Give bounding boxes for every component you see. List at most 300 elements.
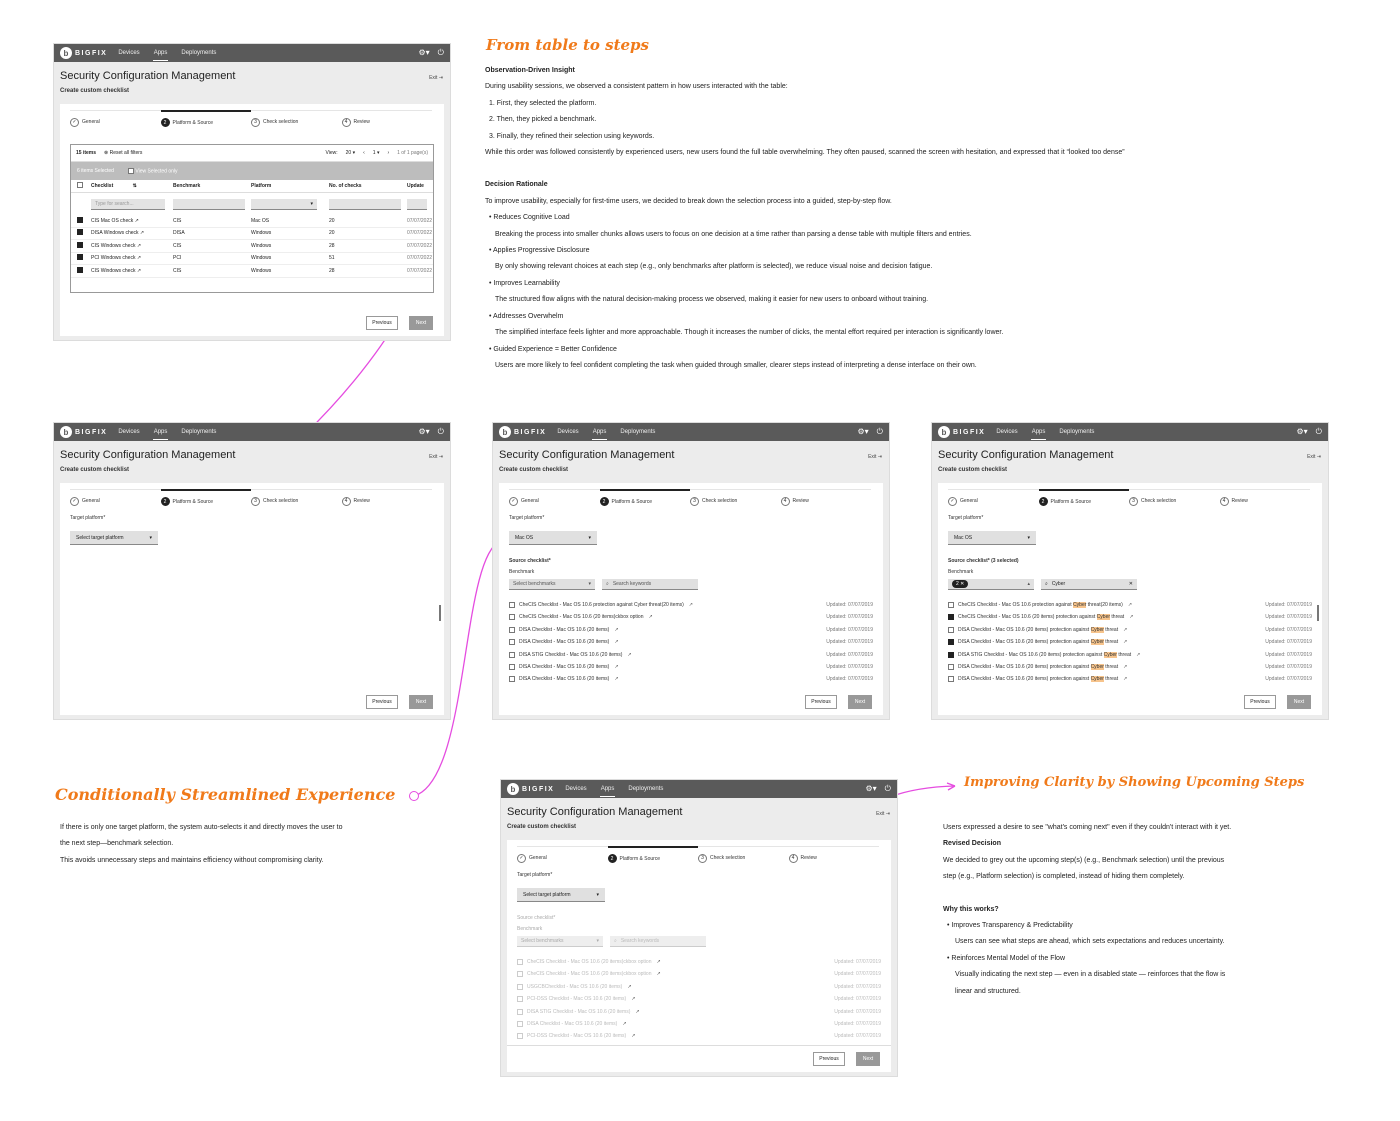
target-platform-label: Target platform* bbox=[517, 872, 553, 878]
platform-cell: Windows bbox=[251, 255, 272, 262]
row-checkbox bbox=[517, 984, 523, 990]
previous-button[interactable]: Previous bbox=[805, 695, 837, 709]
updated-date: Updated: 07/07/2019 bbox=[1265, 602, 1312, 608]
updated-date: Updated: 07/07/2019 bbox=[1265, 614, 1312, 621]
external-link-icon[interactable]: ↗ bbox=[1123, 639, 1128, 646]
top-bar bbox=[54, 423, 450, 441]
insight-summary: While this order was followed consistently by experienced users, new users found the full table overwhelming. They often paused, scanned the screen with hesitation, and expressed that it “looked too dense” bbox=[485, 149, 1125, 157]
table-row[interactable] bbox=[71, 240, 433, 253]
exit-button[interactable]: Exit ⇥ bbox=[1307, 454, 1321, 460]
row-checkbox[interactable] bbox=[509, 639, 515, 645]
step-check-selection[interactable]: 3 Check selection bbox=[698, 846, 789, 864]
list-item[interactable] bbox=[948, 611, 1312, 623]
previous-button[interactable]: Previous bbox=[1244, 695, 1276, 709]
rationale-intro: To improve usability, especially for first-time users, we decided to break down the selection process into a guided, step-by-step flow. bbox=[485, 197, 892, 205]
external-link-icon: ↗ bbox=[656, 971, 661, 978]
step-general[interactable]: ✓ General bbox=[70, 489, 161, 507]
logo-text: BIGFIX bbox=[75, 49, 108, 57]
benchmark-cell: CIS bbox=[173, 267, 182, 274]
rationale-point-body: By only showing relevant choices at each step (e.g., only benchmarks after platform is selected), we reduce visual noise and decision fatigue. bbox=[495, 263, 933, 271]
row-checkbox bbox=[517, 959, 523, 965]
nav-apps[interactable]: Apps bbox=[153, 46, 169, 61]
updated-date: Updated: 07/07/2019 bbox=[1265, 664, 1312, 670]
page-subtitle: Create custom checklist bbox=[60, 467, 130, 473]
updated-date: Updated: 07/07/2019 bbox=[826, 664, 873, 670]
updated-cell: 07/07/2022 bbox=[407, 230, 433, 237]
row-checkbox[interactable] bbox=[948, 664, 954, 670]
col-checks[interactable]: No. of checks bbox=[329, 183, 362, 189]
list-item[interactable] bbox=[948, 636, 1312, 648]
next-button[interactable]: Next bbox=[409, 695, 433, 709]
check-icon: ✓ bbox=[70, 118, 79, 127]
list-item bbox=[517, 968, 881, 980]
row-checkbox[interactable] bbox=[509, 614, 515, 620]
updated-date: Updated: 07/07/2019 bbox=[1265, 651, 1312, 658]
checklist-name: CheCIS Checklist - Mac OS 10.6 (20 items)ckbox option bbox=[527, 959, 652, 965]
upcoming-line: step (e.g., Platform selection) is completed, instead of hiding them completely. bbox=[943, 873, 1185, 881]
step-review[interactable]: 4 Review bbox=[342, 489, 433, 507]
row-checkbox[interactable] bbox=[77, 254, 83, 260]
power-icon[interactable]: ⏻ bbox=[1315, 427, 1322, 436]
target-platform-select[interactable]: Mac OS ▾ bbox=[509, 531, 597, 545]
list-item[interactable] bbox=[948, 661, 1312, 673]
step-general[interactable]: ✓ General bbox=[517, 846, 608, 864]
updated-date: Updated: 07/07/2019 bbox=[826, 676, 873, 683]
platform-filter[interactable]: ▾ bbox=[251, 199, 317, 210]
upcoming-line: We decided to grey out the upcoming step(s) (e.g., Benchmark selection) until the previous bbox=[943, 856, 1225, 864]
checklist-name: PCI-DSS Checklist - Mac OS 10.6 (20 items) bbox=[527, 996, 627, 1003]
checklist-name: DISA STIG Checklist - Mac OS 10.6 (20 items) protection against Cyber threat bbox=[958, 651, 1132, 658]
row-checkbox[interactable] bbox=[77, 229, 83, 235]
col-benchmark[interactable]: Benchmark bbox=[173, 183, 201, 189]
chevron-down-icon: ▾ bbox=[596, 938, 599, 944]
view-select[interactable]: 20 ▾ bbox=[345, 150, 356, 156]
list-item[interactable] bbox=[509, 636, 873, 648]
upcoming-line: Users expressed a desire to see "what's coming next" even if they couldn't interact with it yet. bbox=[943, 824, 1232, 831]
list-item[interactable] bbox=[509, 611, 873, 623]
reset-filters-button[interactable]: ⊗ Reset all filters bbox=[104, 150, 143, 156]
step-general[interactable]: ✓ General bbox=[948, 489, 1039, 507]
row-checkbox[interactable] bbox=[948, 639, 954, 645]
external-link-icon: ↗ bbox=[631, 996, 636, 1003]
updated-date: Updated: 07/07/2019 bbox=[834, 959, 881, 965]
external-link-icon[interactable]: ↗ bbox=[1136, 651, 1141, 658]
row-checkbox[interactable] bbox=[948, 652, 954, 658]
rationale-point-title: • Guided Experience = Better Confidence bbox=[489, 345, 617, 353]
why-point-title: • Reinforces Mental Model of the Flow bbox=[947, 954, 1066, 962]
row-checkbox[interactable] bbox=[948, 627, 954, 633]
table-row[interactable] bbox=[71, 215, 433, 228]
bigfix-logo-icon: b bbox=[499, 426, 511, 438]
previous-button[interactable]: Previous bbox=[366, 695, 398, 709]
updated-cell: 07/07/2022 bbox=[407, 217, 433, 224]
updated-cell: 07/07/2022 bbox=[407, 242, 433, 249]
updated-date: Updated: 07/07/2019 bbox=[826, 651, 873, 658]
prev-page-icon[interactable]: ‹ bbox=[363, 150, 365, 156]
row-checkbox[interactable] bbox=[509, 676, 515, 682]
table-screen bbox=[53, 43, 451, 341]
why-point-body: linear and structured. bbox=[955, 987, 1021, 995]
nav-deployments[interactable]: Deployments bbox=[620, 429, 656, 435]
row-checkbox[interactable] bbox=[948, 602, 954, 608]
list-item[interactable] bbox=[948, 624, 1312, 636]
step-check-selection[interactable]: 3 Check selection bbox=[251, 489, 342, 507]
step-check-selection[interactable]: 3 Check selection bbox=[690, 489, 781, 507]
search-input[interactable]: ⌕ Search keywords bbox=[602, 579, 698, 590]
logo-text: BIGFIX bbox=[953, 428, 986, 436]
benchmark-select[interactable] bbox=[948, 579, 1034, 590]
row-checkbox[interactable] bbox=[77, 267, 83, 273]
updated-date: Updated: 07/07/2019 bbox=[834, 1021, 881, 1027]
rationale-point-title: • Applies Progressive Disclosure bbox=[489, 247, 590, 255]
row-checkbox[interactable] bbox=[77, 217, 83, 223]
rationale-point-title: • Improves Learnability bbox=[489, 279, 560, 287]
chevron-up-icon: ▴ bbox=[1027, 581, 1030, 587]
step-platform-source[interactable]: 2 Platform & Source bbox=[600, 489, 691, 507]
check-icon: ✓ bbox=[509, 497, 518, 506]
check-icon: ✓ bbox=[948, 497, 957, 506]
col-updated[interactable]: Update bbox=[407, 183, 424, 189]
insight-point: 2. Then, they picked a benchmark. bbox=[489, 116, 597, 124]
checklist-name: DISA Windows check bbox=[91, 230, 139, 237]
updated-date: Updated: 07/07/2019 bbox=[1265, 639, 1312, 646]
nav-deployments[interactable]: Deployments bbox=[1059, 429, 1095, 435]
list-item[interactable] bbox=[509, 673, 873, 685]
updated-date: Updated: 07/07/2019 bbox=[826, 639, 873, 646]
logo-text: BIGFIX bbox=[514, 428, 547, 436]
list-item[interactable] bbox=[948, 599, 1312, 611]
exit-button[interactable]: Exit ⇥ bbox=[429, 454, 443, 460]
checklist-table bbox=[70, 144, 434, 293]
updated-cell: 07/07/2022 bbox=[407, 255, 433, 262]
rationale-point-title: • Addresses Overwhelm bbox=[489, 312, 564, 320]
checklist-name: CIS Windows check bbox=[91, 242, 136, 249]
external-link-icon[interactable]: ↗ bbox=[614, 626, 619, 633]
external-link-icon: ↗ bbox=[622, 1021, 627, 1027]
benchmark-label: Benchmark bbox=[517, 926, 543, 932]
row-checkbox[interactable] bbox=[948, 676, 954, 682]
stepper bbox=[509, 489, 871, 507]
chevron-down-icon: ▾ bbox=[149, 534, 152, 541]
filtered-screen bbox=[931, 422, 1329, 720]
nav-devices[interactable]: Devices bbox=[996, 429, 1018, 435]
nav-devices[interactable]: Devices bbox=[118, 429, 140, 435]
platform-cell: Windows bbox=[251, 242, 272, 249]
table-row[interactable] bbox=[71, 228, 433, 241]
gear-icon[interactable]: ⚙▾ bbox=[1296, 427, 1308, 436]
updated-date: Updated: 07/07/2019 bbox=[834, 1033, 881, 1040]
list-item[interactable] bbox=[509, 649, 873, 661]
source-screen bbox=[492, 422, 890, 720]
source-checklist-label: Source checklist* (3 selected) bbox=[948, 558, 1019, 564]
platform-cell: Mac OS bbox=[251, 217, 270, 224]
row-checkbox[interactable] bbox=[509, 664, 515, 670]
power-icon[interactable]: ⏻ bbox=[884, 784, 891, 793]
stepper bbox=[517, 846, 879, 864]
checks-cell: 28 bbox=[329, 242, 335, 249]
close-icon[interactable]: ✕ bbox=[960, 581, 965, 587]
exit-button[interactable]: Exit ⇥ bbox=[429, 75, 443, 81]
logo-text: BIGFIX bbox=[522, 785, 555, 793]
step-general[interactable]: ✓ General bbox=[70, 110, 161, 128]
platform-screen bbox=[53, 422, 451, 720]
source-checklist-label: Source checklist* bbox=[517, 915, 556, 921]
selected-info: 6 items Selected bbox=[77, 168, 114, 174]
checklist-name: DISA Checklist - Mac OS 10.6 (20 items) protection against Cyber threat bbox=[958, 639, 1119, 646]
benchmark-cell: PCI bbox=[173, 255, 182, 262]
step-check-selection[interactable]: 3 Check selection bbox=[1129, 489, 1220, 507]
checklist-name: DISA Checklist - Mac OS 10.6 (20 items) protection against Cyber threat bbox=[958, 626, 1119, 633]
external-link-icon[interactable]: ↗ bbox=[1129, 614, 1134, 621]
search-icon: ⌕ bbox=[1045, 581, 1048, 587]
upcoming-notes bbox=[943, 820, 1383, 1000]
table-filters bbox=[71, 193, 433, 215]
step-platform-source[interactable]: 2 Platform & Source bbox=[161, 489, 252, 507]
list-item[interactable] bbox=[509, 599, 873, 611]
search-icon: ⌕ bbox=[614, 938, 617, 944]
scrollbar[interactable] bbox=[1317, 605, 1319, 621]
items-count: 15 items bbox=[76, 150, 97, 156]
row-checkbox[interactable] bbox=[509, 627, 515, 633]
benchmark-select: Select benchmarks ▾ bbox=[517, 936, 603, 947]
search-input[interactable]: ⌕ Cyber ✕ bbox=[1041, 579, 1137, 590]
power-icon[interactable]: ⏻ bbox=[437, 48, 444, 57]
rationale-point-body: Breaking the process into smaller chunks allows users to focus on one decision at a time rather than parsing a dense table with multiple filters and entries. bbox=[495, 230, 972, 238]
source-checklist-label: Source checklist* bbox=[509, 558, 551, 564]
clear-icon[interactable]: ✕ bbox=[1128, 581, 1133, 587]
checklist-name: CheCIS Checklist - Mac OS 10.6 protection against Cyber threat(20 items) bbox=[519, 602, 684, 608]
nav-apps[interactable]: Apps bbox=[1031, 425, 1047, 440]
gear-icon[interactable]: ⚙▾ bbox=[857, 427, 869, 436]
target-platform-label: Target platform* bbox=[509, 515, 545, 521]
col-checklist[interactable]: Checklist ⇅ bbox=[91, 183, 137, 189]
table-rows bbox=[71, 215, 433, 278]
page-title: Security Configuration Management bbox=[60, 70, 236, 82]
checklist-name: PCI Windows check bbox=[91, 255, 136, 262]
step-platform-source[interactable]: 2 Platform & Source bbox=[1039, 489, 1130, 507]
nav-devices[interactable]: Devices bbox=[118, 50, 140, 56]
logo-text: BIGFIX bbox=[75, 428, 108, 436]
next-button[interactable]: Next bbox=[409, 316, 433, 330]
list-item[interactable] bbox=[509, 661, 873, 673]
external-link-icon[interactable]: ↗ bbox=[1123, 676, 1128, 683]
checklist-name: DISA Checklist - Mac OS 10.6 (20 items) protection against Cyber threat bbox=[958, 676, 1119, 683]
updated-date: Updated: 07/07/2019 bbox=[834, 971, 881, 978]
target-platform-select[interactable]: Select target platform ▾ bbox=[70, 531, 158, 545]
rationale-heading: Decision Rationale bbox=[485, 181, 548, 189]
step-review[interactable]: 4 Review bbox=[789, 846, 880, 864]
next-page-icon[interactable]: › bbox=[387, 150, 390, 156]
nav-apps[interactable]: Apps bbox=[592, 425, 608, 440]
external-link-icon[interactable]: ↗ bbox=[136, 255, 142, 262]
page-title: Security Configuration Management bbox=[938, 449, 1114, 461]
top-bar bbox=[54, 44, 450, 62]
benchmark-filter[interactable] bbox=[173, 199, 245, 210]
list-item[interactable] bbox=[948, 649, 1312, 661]
nav-deployments[interactable]: Deployments bbox=[181, 429, 217, 435]
step-platform-source[interactable]: 2 Platform & Source bbox=[608, 846, 699, 864]
power-icon[interactable]: ⏻ bbox=[876, 427, 883, 436]
benchmark-chip[interactable]: 2 ✕ bbox=[952, 580, 968, 588]
rationale-point-body: The structured flow aligns with the natural decision-making process we observed, making it easier for new users to onboard without training. bbox=[495, 296, 929, 304]
updated-cell: 07/07/2022 bbox=[407, 267, 433, 274]
external-link-icon[interactable]: ↗ bbox=[614, 664, 619, 670]
checklist-name: CheCIS Checklist - Mac OS 10.6 (20 items) protection against Cyber threat bbox=[958, 614, 1125, 621]
page-subtitle: Create custom checklist bbox=[499, 467, 569, 473]
updated-date: Updated: 07/07/2019 bbox=[1265, 626, 1312, 633]
step-platform-source[interactable]: 2 Platform & Source bbox=[161, 110, 252, 128]
wizard-card bbox=[499, 483, 883, 715]
chevron-down-icon: ▾ bbox=[596, 891, 599, 898]
target-platform-label: Target platform* bbox=[70, 515, 106, 521]
nav-deployments[interactable]: Deployments bbox=[181, 50, 217, 56]
target-platform-select[interactable]: Mac OS ▾ bbox=[948, 531, 1036, 545]
nav-devices[interactable]: Devices bbox=[557, 429, 579, 435]
updated-date: Updated: 07/07/2019 bbox=[826, 626, 873, 633]
external-link-icon[interactable]: ↗ bbox=[1127, 602, 1133, 608]
rationale-point-body: The simplified interface feels lighter and more approachable. Though it increases the number of clicks, the mental effort required per interaction is significantly lower. bbox=[495, 329, 1004, 337]
page-subtitle: Create custom checklist bbox=[507, 824, 577, 830]
nav-apps[interactable]: Apps bbox=[153, 425, 169, 440]
rationale-point-body: Users are more likely to feel confident completing the task when guided through smaller, clearer steps instead of interpreting a dense interface on their own. bbox=[495, 361, 977, 369]
next-button[interactable]: Next bbox=[1287, 695, 1311, 709]
nav-apps[interactable]: Apps bbox=[600, 782, 616, 797]
streamlined-line: This avoids unnecessary steps and maintains efficiency without compromising clarity. bbox=[60, 856, 324, 864]
page-title: Security Configuration Management bbox=[507, 806, 683, 818]
checklist-filter-input[interactable]: Type for search... bbox=[91, 199, 165, 210]
updated-filter[interactable] bbox=[407, 199, 427, 210]
updated-date: Updated: 07/07/2019 bbox=[834, 1008, 881, 1015]
checks-filter[interactable] bbox=[329, 199, 401, 210]
stepper bbox=[948, 489, 1310, 507]
wizard-card bbox=[938, 483, 1322, 715]
upcoming-title: Improving Clarity by Showing Upcoming Steps bbox=[964, 775, 1305, 790]
previous-button[interactable]: Previous bbox=[366, 316, 398, 330]
updated-date: Updated: 07/07/2019 bbox=[834, 996, 881, 1003]
table-to-steps-notes bbox=[485, 63, 1345, 374]
gear-icon[interactable]: ⚙▾ bbox=[418, 427, 430, 436]
previous-button[interactable]: Previous bbox=[813, 1052, 845, 1066]
selection-bar bbox=[71, 162, 433, 180]
next-button[interactable]: Next bbox=[848, 695, 872, 709]
scrollbar[interactable] bbox=[439, 605, 441, 621]
checklist-name: CheCIS Checklist - Mac OS 10.6 (20 items)ckbox option bbox=[519, 614, 644, 621]
step-review[interactable]: 4 Review bbox=[781, 489, 872, 507]
chevron-down-icon: ▾ bbox=[1027, 534, 1030, 541]
step-check-selection[interactable]: 3 Check selection bbox=[251, 110, 342, 128]
external-link-icon[interactable]: ↗ bbox=[136, 267, 142, 274]
row-checkbox[interactable] bbox=[948, 614, 954, 620]
why-point-body: Users can see what steps are ahead, which sets expectations and reduces uncertainty. bbox=[955, 938, 1225, 946]
top-bar bbox=[493, 423, 889, 441]
checklist-name: DISA STIG Checklist - Mac OS 10.6 (20 items) bbox=[527, 1008, 631, 1015]
page-info: 1 of 1 page(s) bbox=[397, 150, 428, 156]
checklist-name: CheCIS Checklist - Mac OS 10.6 (20 items)ckbox option bbox=[527, 971, 652, 978]
wizard-card bbox=[60, 104, 444, 336]
benchmark-cell: CIS bbox=[173, 217, 182, 224]
list-item bbox=[517, 981, 881, 993]
external-link-icon[interactable]: ↗ bbox=[1123, 626, 1128, 633]
row-checkbox bbox=[517, 996, 523, 1002]
row-checkbox bbox=[517, 1009, 523, 1015]
sort-icon[interactable]: ⇅ bbox=[132, 183, 137, 189]
list-item bbox=[517, 1018, 881, 1030]
updated-date: Updated: 07/07/2019 bbox=[826, 614, 873, 621]
exit-button[interactable]: Exit ⇥ bbox=[868, 454, 882, 460]
revised-heading: Revised Decision bbox=[943, 840, 1001, 848]
external-link-icon[interactable]: ↗ bbox=[136, 242, 142, 249]
insight-intro: During usability sessions, we observed a consistent pattern in how users interacted with the table: bbox=[485, 83, 788, 91]
row-checkbox[interactable] bbox=[509, 602, 515, 608]
row-checkbox bbox=[517, 1033, 523, 1039]
table-to-steps-title: From table to steps bbox=[486, 36, 649, 54]
list-item bbox=[517, 1030, 881, 1042]
connector-dot-streamlined bbox=[409, 791, 419, 801]
step-review[interactable]: 4 Review bbox=[1220, 489, 1311, 507]
external-link-icon[interactable]: ↗ bbox=[134, 217, 139, 224]
table-row[interactable] bbox=[71, 265, 433, 278]
col-platform[interactable]: Platform bbox=[251, 183, 272, 189]
list-item bbox=[517, 993, 881, 1005]
table-row[interactable] bbox=[71, 253, 433, 266]
checks-cell: 20 bbox=[329, 217, 335, 224]
external-link-icon[interactable]: ↗ bbox=[648, 614, 653, 621]
power-icon[interactable]: ⏻ bbox=[437, 427, 444, 436]
view-selected-toggle[interactable]: View Selected only bbox=[128, 168, 178, 174]
external-link-icon[interactable]: ↗ bbox=[614, 639, 619, 646]
exit-button[interactable]: Exit ⇥ bbox=[876, 811, 890, 817]
stepper bbox=[70, 489, 432, 507]
checklist-name: DISA Checklist - Mac OS 10.6 (20 items) bbox=[519, 676, 610, 683]
external-link-icon[interactable]: ↗ bbox=[627, 651, 632, 658]
list-item[interactable] bbox=[509, 624, 873, 636]
external-link-icon[interactable]: ↗ bbox=[1123, 664, 1128, 670]
page-title: Security Configuration Management bbox=[499, 449, 675, 461]
page-select[interactable]: 1 ▾ bbox=[372, 150, 380, 156]
platform-cell: Windows bbox=[251, 267, 272, 274]
benchmark-select[interactable]: Select benchmarks ▾ bbox=[509, 579, 595, 590]
row-checkbox[interactable] bbox=[77, 242, 83, 248]
updated-date: Updated: 07/07/2019 bbox=[1265, 676, 1312, 683]
target-platform-select[interactable]: Select target platform ▾ bbox=[517, 888, 605, 902]
external-link-icon[interactable]: ↗ bbox=[688, 602, 693, 608]
target-platform-label: Target platform* bbox=[948, 515, 984, 521]
list-item bbox=[517, 956, 881, 968]
benchmark-cell: CIS bbox=[173, 242, 182, 249]
step-review[interactable]: 4 Review bbox=[342, 110, 433, 128]
list-item bbox=[517, 1006, 881, 1018]
gear-icon[interactable]: ⚙▾ bbox=[865, 784, 877, 793]
row-checkbox[interactable] bbox=[509, 652, 515, 658]
step-general[interactable]: ✓ General bbox=[509, 489, 600, 507]
external-link-icon[interactable]: ↗ bbox=[614, 676, 619, 683]
benchmark-label: Benchmark bbox=[948, 569, 974, 575]
list-item[interactable] bbox=[948, 673, 1312, 685]
gear-icon[interactable]: ⚙▾ bbox=[418, 48, 430, 57]
nav-devices[interactable]: Devices bbox=[565, 786, 587, 792]
external-link-icon[interactable]: ↗ bbox=[139, 230, 145, 237]
checklist-name: PCI-DSS Checklist - Mac OS 10.6 (20 items) bbox=[527, 1033, 627, 1040]
next-button[interactable]: Next bbox=[856, 1052, 880, 1066]
external-link-icon: ↗ bbox=[627, 983, 632, 990]
streamlined-line: If there is only one target platform, the system auto-selects it and directly moves the user to bbox=[60, 824, 343, 831]
streamlined-line: the next step—benchmark selection. bbox=[60, 840, 174, 848]
select-all-checkbox[interactable] bbox=[77, 182, 83, 188]
streamlined-notes bbox=[60, 820, 440, 869]
nav-deployments[interactable]: Deployments bbox=[628, 786, 664, 792]
bigfix-logo-icon: b bbox=[60, 47, 72, 59]
insight-heading: Observation-Driven Insight bbox=[485, 67, 575, 74]
